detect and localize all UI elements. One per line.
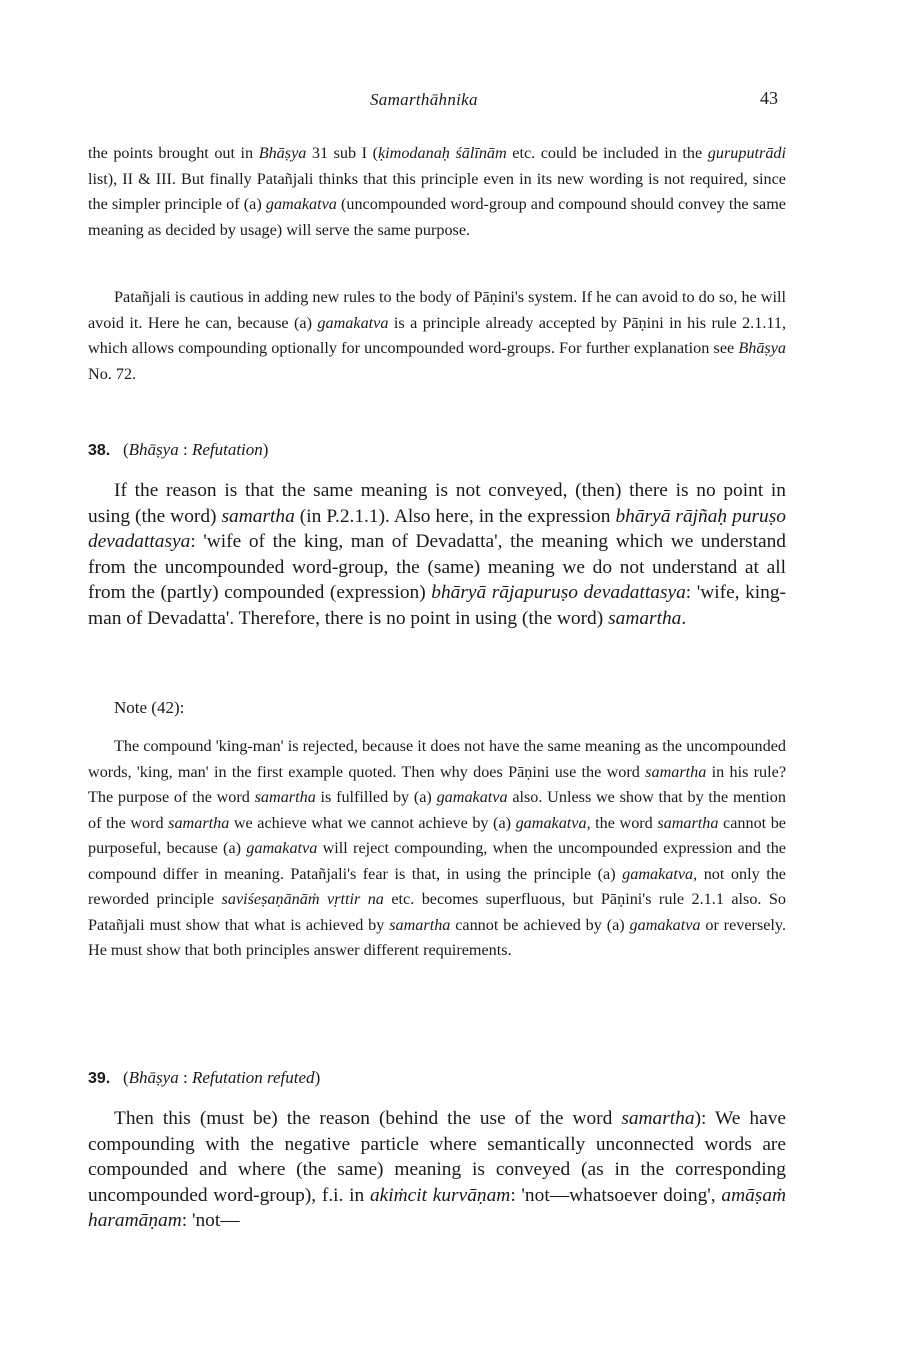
translation-paragraph-38: If the reason is that the same meaning is not conveyed, (then) there is no point in using (the word) samartha (in P.2.1.1). Also here, in the expression bhāryā rājñaḥ puruṣo devadattasya: 'wife of the king, man of Devadatta', the meaning which we understand from the uncompounded word-group, the (same) meaning we do not understand at all from the (partly) compounded (expression) bhāryā rājapuruṣo devadattasya: 'wife, king-man of Devadatta'. Therefore, there is no point in using (the word) samartha. [88,480,786,629]
translation-paragraph-39: Then this (must be) the reason (behind the use of the word samartha): We have compounding with the negative particle where semantically unconnected words are compounded and where (the same) meaning is conveyed (as in the corresponding uncompounded word-group), f.i. in akiṁcit kurvāṇam: 'not—whatsoever doing', amāṣaṁ haramāṇam: 'not— [88,1108,787,1232]
page-number: 43 [760,88,778,108]
section-heading-38: 38. (Bhāṣya : Refutation) [88,440,269,459]
paragraph-patanjali-caution: Patañjali is cautious in adding new rules to the body of Pāṇini's system. If he can avoid to do so, he will avoid it. Here he can, because (a) gamakatva is a principle already accepted by Pāṇini in his rule 2.1.11, which allows compounding optionally for uncompounded word-groups. For further explanation see Bhāṣya No. 72. [88,288,787,383]
running-title: Samarthāhnika [370,90,478,109]
note-label: Note (42): [114,698,185,717]
paragraph-continuation: the points brought out in Bhāṣya 31 sub I (ḳimodanaḥ śālīnām etc. could be included in the guruputrādi list), II & III. But finally Patañjali thinks that this principle even in its new wording is not required, since the simpler principle of (a) gamakatva (uncompounded word-group and compound should convey the same meaning as decided by usage) will serve the same purpose. [88,144,787,239]
section-heading-39: 39. (Bhāṣya : Refutation refuted) [88,1068,321,1087]
note-paragraph-42: The compound 'king-man' is rejected, because it does not have the same meaning as the uncompounded words, 'king, man' in the first example quoted. Then why does Pāṇini use the word samartha in his rule? The purpose of the word samartha is fulfilled by (a) gamakatva also. Unless we show that by the mention of the word samartha we achieve what we cannot achieve by (a) gamakatva, the word samartha cannot be purposeful, because (a) gamakatva will reject compounding, when the uncompounded expression and the compound differ in meaning. Patañjali's fear is that, in using the principle (a) gamakatva, not only the reworded principle saviśeṣaṇānāṁ vṛttir na etc. becomes superfluous, but Pāṇini's rule 2.1.1 also. So Patañjali must show that what is achieved by samartha cannot be achieved by (a) gamakatva or reversely. He must show that both principles answer different requirements. [88,737,787,959]
